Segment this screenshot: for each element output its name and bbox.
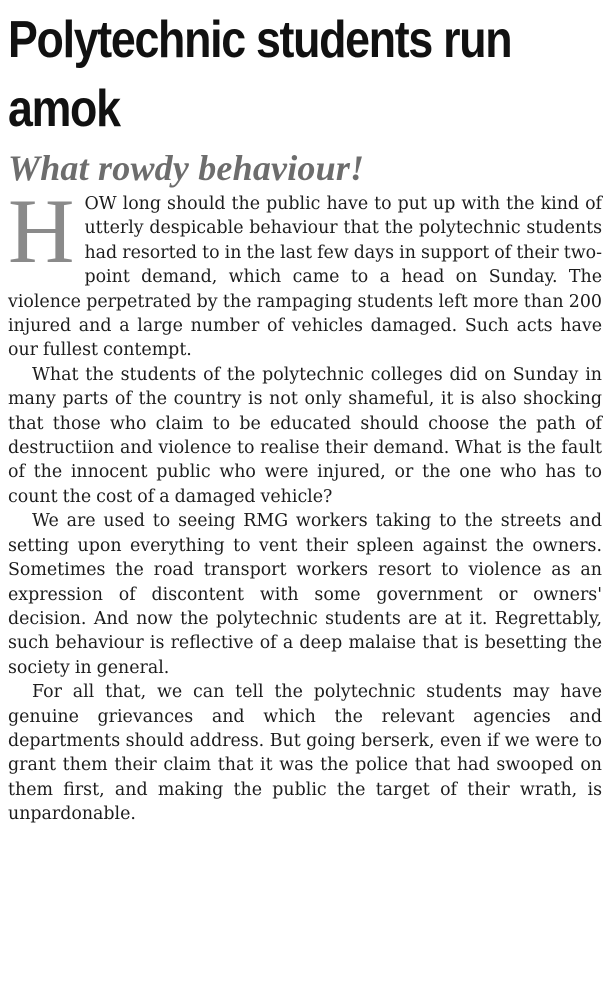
article-body [8,180,602,827]
drop-cap: H [8,180,75,282]
subheadline: What rowdy behaviour! [8,148,365,188]
paragraph-4: For all that, we can tell the polytechnic students may have genuine grievances and which the relevant agencies and departments should address. But going berserk, even if we were to grant them their claim that it was the police that had swooped on them first, and making the public the target of their wrath, is unpardonable. [8,682,602,825]
editorial-article [8,6,602,827]
headline: Polytechnic students run amok [8,11,512,138]
paragraph-1 [8,180,602,363]
paragraph-3: We are used to seeing RMG workers taking to the streets and setting upon everything to vent their spleen against the owners. Sometimes the road transport workers resort to violence as an expression of discontent with some government or owners' decision. And now the polytechnic students are at it. Regrettably, such behaviour is reflective of a deep malaise that is besetting the society in general. [8,511,602,678]
paragraph-2: What the students of the polytechnic colleges did on Sunday in many parts of the country is not only shameful, it is also shocking that those who claim to be educated should choose the path of destructiion and violence to realise their demand. What is the fault of the innocent public who were injured, or the one who has to count the cost of a damaged vehicle? [8,364,602,507]
paragraph-1-text: OW long should the public have to put up with the kind of utterly despicable behaviour that the polytechnic students had resorted to in the last few days in support of their two-point demand, which came to a head on Sunday. The violence perpetrated by the rampaging students left more than 200 injured and a large number of vehicles damaged. Such acts have our fullest contempt. [8,194,602,361]
